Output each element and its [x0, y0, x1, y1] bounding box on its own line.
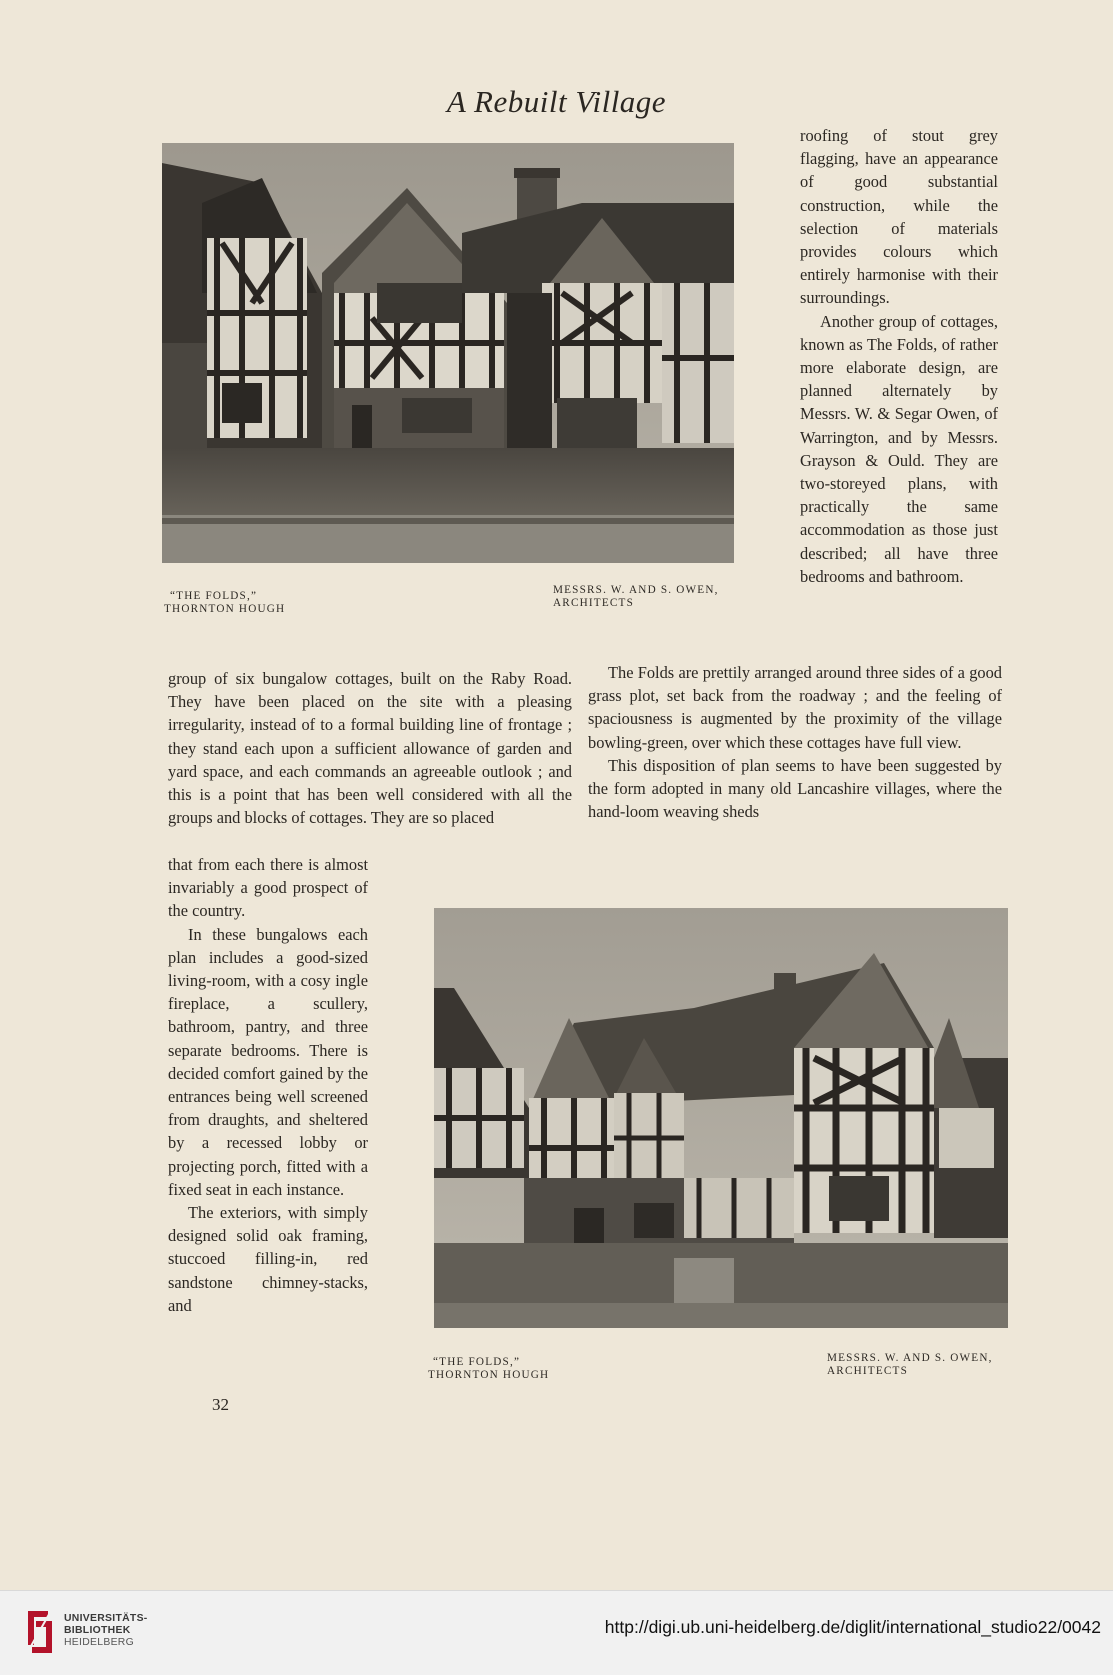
photo-the-folds-bottom	[434, 908, 1008, 1328]
library-logo-icon	[22, 1605, 56, 1663]
bottom-caption-architects	[827, 1352, 993, 1378]
photo-the-folds-top	[162, 143, 734, 563]
left-narrow-column	[168, 853, 368, 1317]
footer-bar	[0, 1590, 1113, 1675]
bottom-caption-title-line1: “THE FOLDS,”	[433, 1356, 521, 1368]
library-name-line3: HEIDELBERG	[64, 1637, 134, 1648]
left-middle-paragraph-1: group of six bungalow cottages, built on the Raby Road. They have been placed on the site with a pleasing irregularity, instead of to a formal building line of frontage ; they stand each upon a sufficient allowance of garden and yard space, and each commands an agreeable outlook ; and this is a point that has been well considered with all the groups and blocks of cottages. They are so placed	[168, 669, 572, 828]
photo-the-folds-bottom-image	[434, 908, 1008, 1328]
bottom-caption-title	[428, 1356, 549, 1382]
page-title: A Rebuilt Village	[446, 84, 667, 119]
bottom-caption-architects-line2: ARCHITECTS	[827, 1365, 908, 1377]
right-middle-paragraph-2: This disposition of plan seems to have been suggested by the form adopted in many old Lancashire villages, where the hand-loom weaving sheds	[588, 755, 1002, 822]
photo-the-folds-top-image	[162, 143, 734, 563]
top-caption-architects-line1: MESSRS. W. AND S. OWEN,	[553, 584, 719, 596]
right-middle-paragraph-1: The Folds are prettily arranged around three sides of a good grass plot, set back from the roadway ; and the feeling of spaciousness is augmented by the proximity of the village bowling-green, over which these cottages have full view.	[588, 663, 1002, 752]
left-narrow-paragraph-2: In these bungalows each plan includes a good-sized living-room, with a cosy ingle fireplace, a scullery, bathroom, pantry, and three separate bedrooms. There is decided comfort gained by the entrances being well screened from draughts, and sheltered by a recessed lobby or projecting porch, fitted with a fixed seat in each instance.	[168, 924, 368, 1199]
bottom-caption-architects-line1: MESSRS. W. AND S. OWEN,	[827, 1352, 993, 1364]
top-caption-title-line1: “THE FOLDS,”	[170, 590, 258, 602]
top-caption-architects	[553, 584, 719, 610]
right-top-paragraph-1: roofing of stout grey flagging, have an appearance of good substantial construction, while the selection of materials provides colours which entirely harmonise with their surroundings.	[800, 126, 998, 308]
library-name-line2: BIBLIOTHEK	[64, 1625, 131, 1636]
right-top-paragraph-2: Another group of cottages, known as The Folds, of rather more elaborate design, are planned alternately by Messrs. W. & Segar Owen, of Warrington, and by Messrs. Grayson & Ould. They are two-storeyed plans, with practically the same accommodation as those just described; all have three bedrooms and bathroom.	[800, 311, 998, 586]
left-narrow-paragraph-1: that from each there is almost invariably a good prospect of the country.	[168, 855, 368, 921]
left-narrow-paragraph-3: The exteriors, with simply designed solid oak framing, stuccoed filling-in, red sandstone chimney-stacks, and	[168, 1203, 368, 1315]
library-name-line1: UNIVERSITÄTS-	[64, 1613, 148, 1624]
permalink-url[interactable]: http://digi.ub.uni-heidelberg.de/diglit/international_studio22/0042	[604, 1617, 1101, 1637]
right-top-column	[800, 124, 998, 588]
right-middle-column	[588, 661, 1002, 823]
bottom-caption-title-line2: THORNTON HOUGH	[428, 1369, 550, 1381]
top-caption-architects-line2: ARCHITECTS	[553, 597, 634, 609]
page-number: 32	[212, 1395, 229, 1414]
top-caption-title	[164, 590, 285, 616]
left-middle-column	[168, 667, 572, 829]
library-name	[64, 1613, 148, 1649]
top-caption-title-line2: THORNTON HOUGH	[164, 603, 286, 615]
